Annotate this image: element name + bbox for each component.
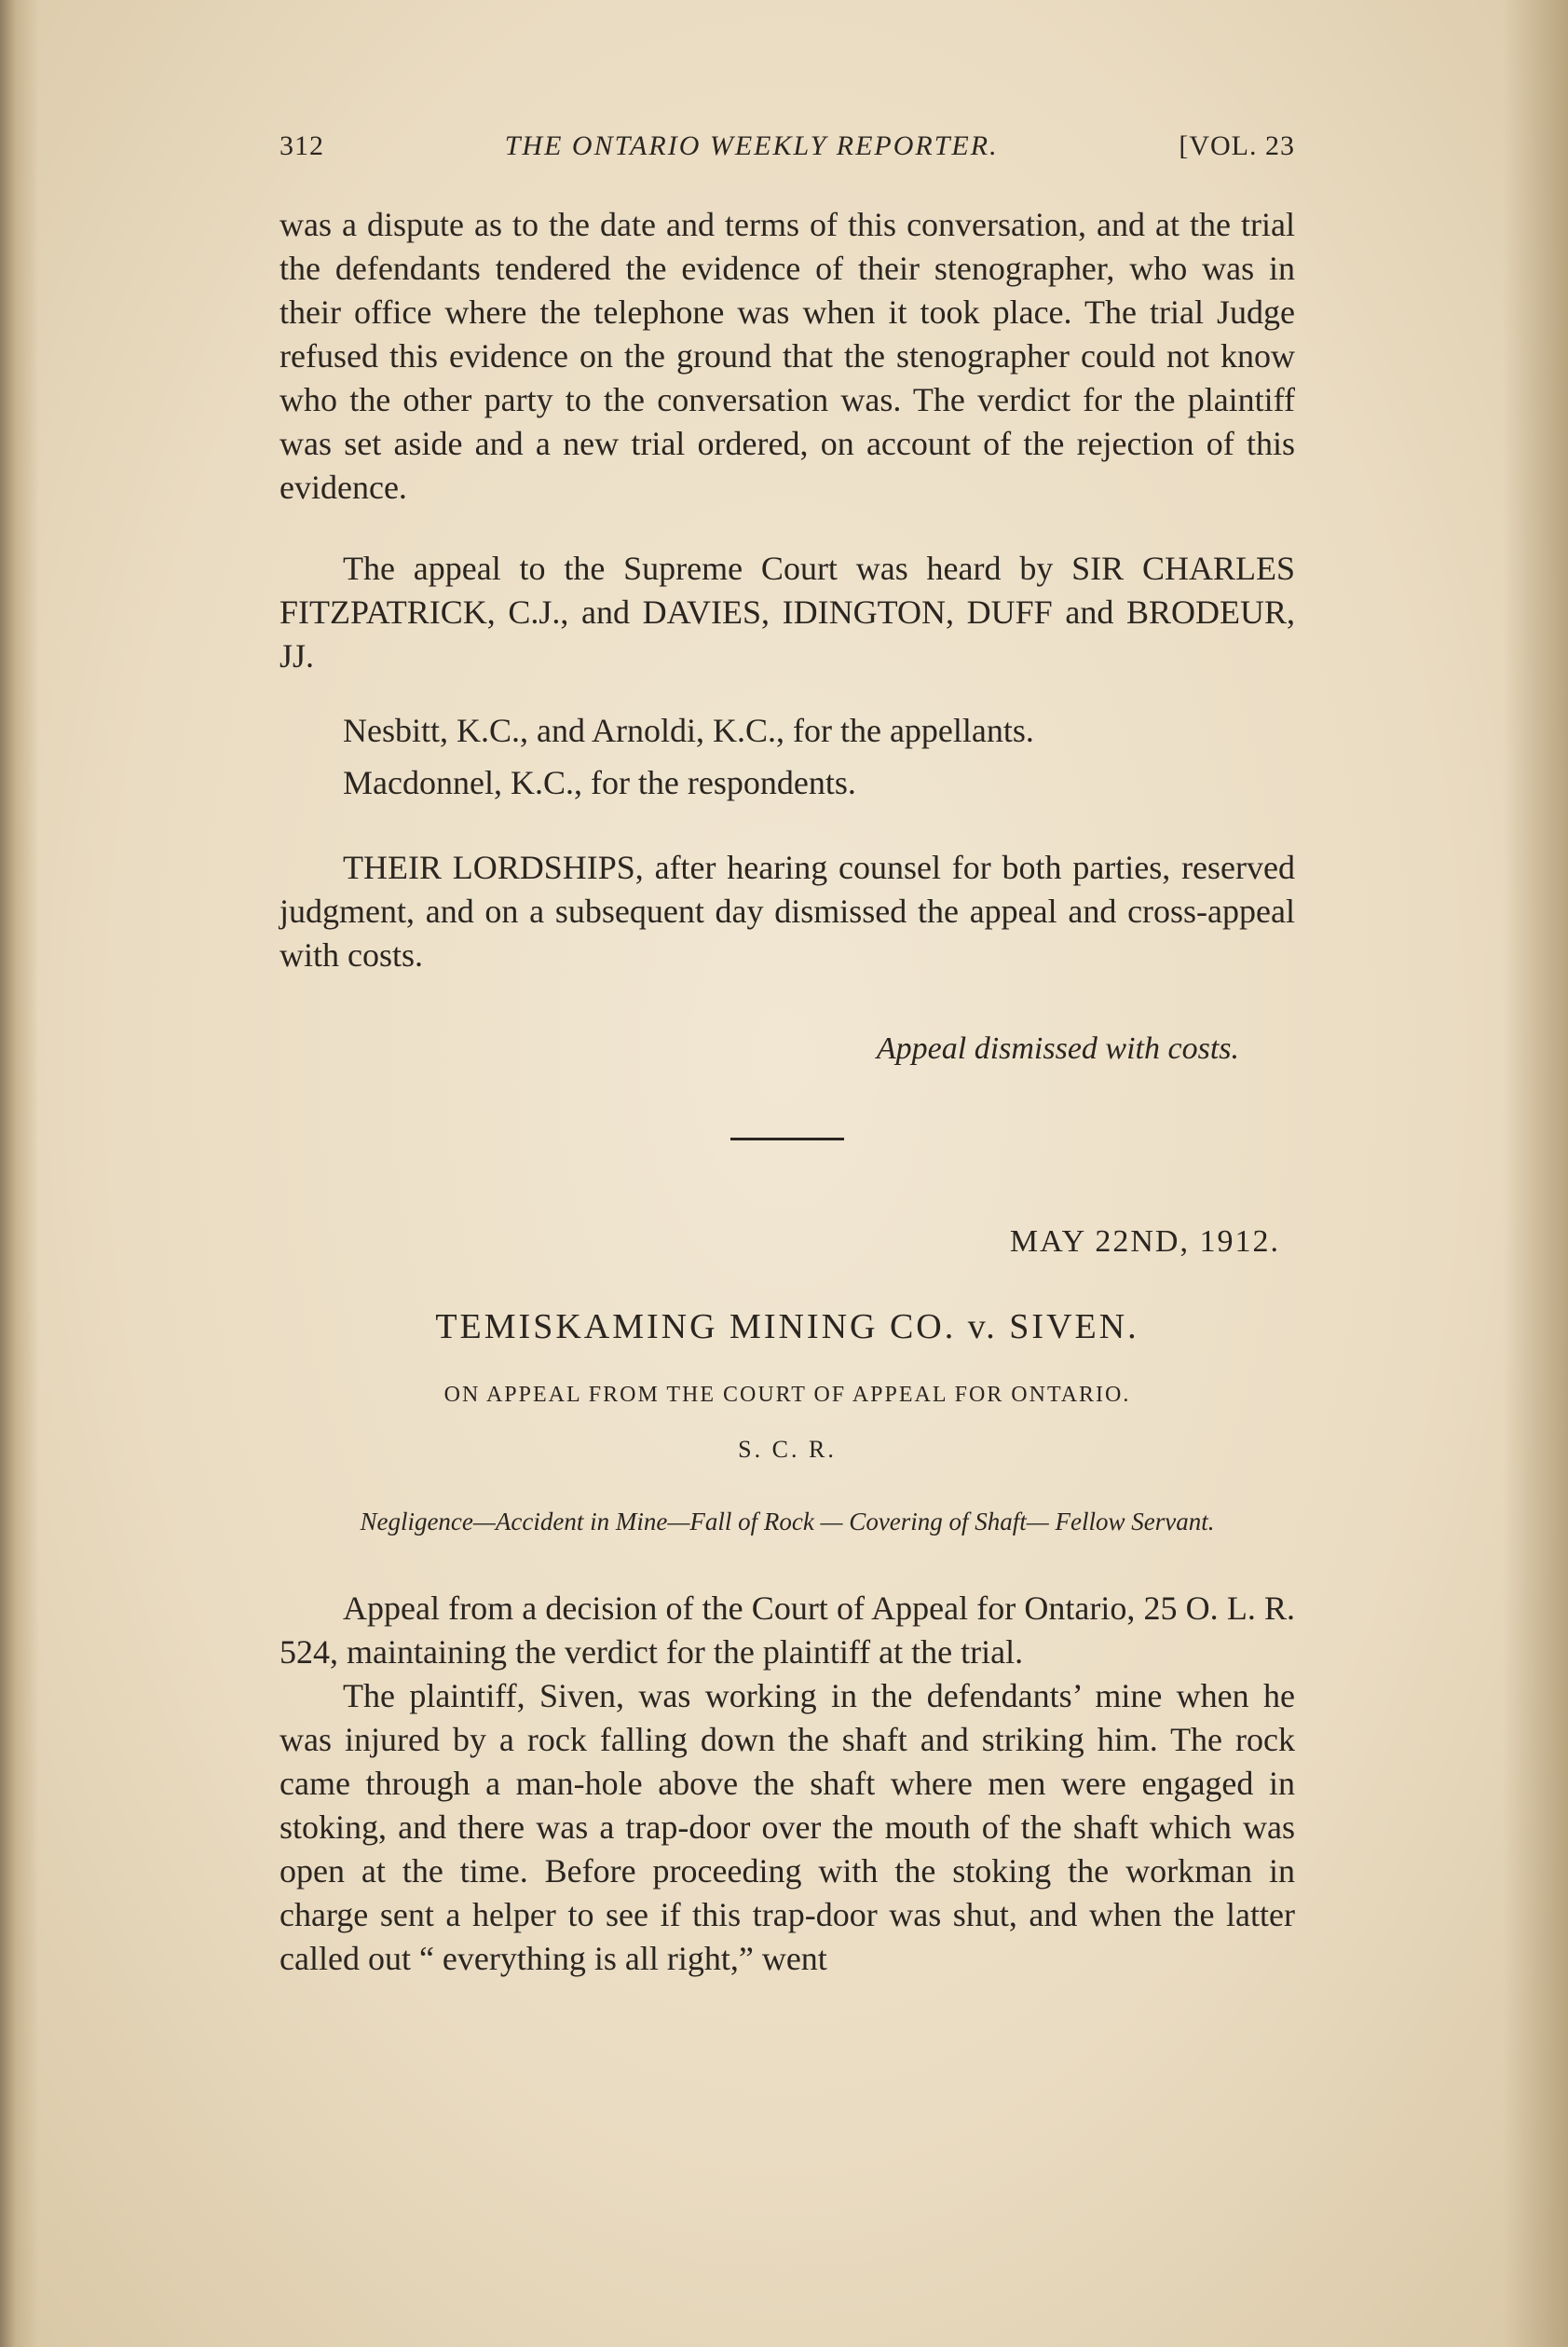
disposition: Appeal dismissed with costs. <box>876 1031 1239 1066</box>
court-abbreviation: S. C. R. <box>738 1436 837 1463</box>
volume-label: [VOL. 23 <box>1179 130 1295 161</box>
page-number: 312 <box>280 130 324 161</box>
page-binding-shadow <box>0 0 39 2347</box>
appeal-source: ON APPEAL FROM THE COURT OF APPEAL FOR ONTARIO. <box>443 1383 1131 1407</box>
paragraph-bench: The appeal to the Supreme Court was heard by SIR CHARLES FITZPATRICK, C.J., and DAVIES, IDINGTON, DUFF and BRODEUR, JJ. <box>280 550 1295 675</box>
running-header <box>280 130 1295 162</box>
section-divider <box>730 1138 844 1140</box>
paragraph-appeal: Appeal from a decision of the Court of Appeal for Ontario, 25 O. L. R. 524, maintaining the verdict for the plaintiff at the trial. <box>280 1590 1295 1671</box>
paragraph-continued: was a dispute as to the date and terms of this conversation, and at the trial the defendants tendered the evidence of their stenographer, who was in their office where the telephone was when it took place. The trial Judge refused this evidence on the ground that the stenographer could not know who the other party to the conversation was. The verdict for the plaintiff was set aside and a new trial ordered, on account of the rejection of this evidence. <box>280 206 1295 506</box>
counsel-respondents: Macdonnel, K.C., for the respondents. <box>343 764 856 801</box>
page-edge-shadow <box>1503 0 1568 2347</box>
headnote: Negligence—Accident in Mine—Fall of Rock — Covering of Shaft— Fellow Servant. <box>360 1508 1215 1535</box>
page-content <box>280 130 1295 1981</box>
running-title: THE ONTARIO WEEKLY REPORTER. <box>504 130 999 161</box>
case-title: TEMISKAMING MINING CO. v. SIVEN. <box>435 1307 1139 1346</box>
paragraph-facts: The plaintiff, Siven, was working in the defendants’ mine when he was injured by a rock falling down the shaft and striking him. The rock came through a man-hole above the shaft where men were engaged in stoking, and there was a trap-door over the mouth of the shaft which was open at the time. Before proceeding with the stoking the workman in charge sent a helper to see if this trap-door was shut, and when the latter called out “ everything is all right,” went <box>280 1677 1295 1977</box>
paragraph-judgment: THEIR LORDSHIPS, after hearing counsel for both parties, reserved judgment, and on a subsequent day dismissed the appeal and cross-appeal with costs. <box>280 849 1295 974</box>
counsel-appellants: Nesbitt, K.C., and Arnoldi, K.C., for the appellants. <box>343 712 1034 749</box>
case-date: MAY 22ND, 1912. <box>1009 1224 1280 1259</box>
